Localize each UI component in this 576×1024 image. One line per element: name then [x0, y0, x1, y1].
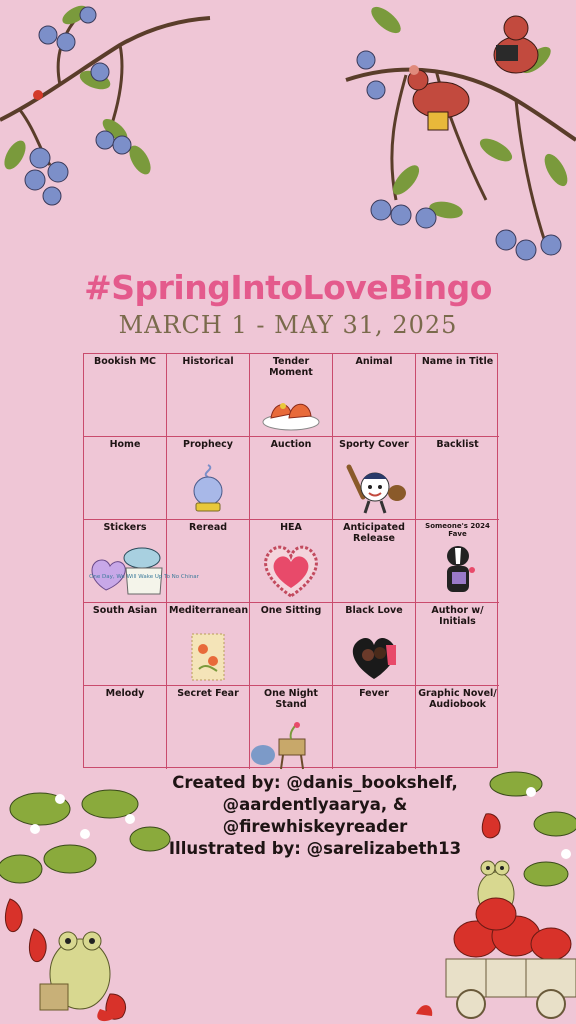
bingo-cell-black-love[interactable]: [333, 603, 416, 686]
cell-label: Secret Fear: [177, 688, 239, 699]
cell-label: Home: [109, 439, 141, 450]
desk-chair-icon: [251, 721, 331, 769]
bingo-cell-home[interactable]: [84, 437, 167, 520]
bingo-cell-south-asian[interactable]: [84, 603, 167, 686]
created-by-line-3: @firewhiskeyreader: [222, 817, 408, 836]
bingo-cell-animal[interactable]: [333, 354, 416, 437]
cell-label: Tender Moment: [269, 356, 313, 378]
bingo-cell-backlist[interactable]: [416, 437, 499, 520]
baseball-mascot-icon: [339, 461, 409, 515]
crystal-ball-icon: [186, 463, 230, 515]
bingo-cell-one-night-stand[interactable]: [250, 686, 333, 769]
badger-icon: [438, 542, 478, 598]
cell-label: Animal: [355, 356, 393, 367]
cell-label: Auction: [270, 439, 312, 450]
cell-label: HEA: [280, 522, 302, 533]
bingo-cell-hea[interactable]: [250, 520, 333, 603]
created-by-line-2: @aardentlyaarya, &: [222, 795, 408, 814]
illustrated-by-line: Illustrated by: @sarelizabeth13: [168, 839, 462, 858]
shrimp-plate-icon: [261, 392, 321, 432]
sticker-text: One Day, We Will Wake Up To No Chinar: [89, 574, 199, 580]
bingo-cell-prophecy[interactable]: [167, 437, 250, 520]
stamp-icon: [191, 633, 225, 681]
cell-label: Black Love: [345, 605, 403, 616]
bingo-cell-anticipated-release[interactable]: [333, 520, 416, 603]
bingo-cell-reread[interactable]: [167, 520, 250, 603]
bingo-cell-one-sitting[interactable]: [250, 603, 333, 686]
cell-label: Bookish MC: [93, 356, 157, 367]
cell-label: Historical: [182, 356, 234, 367]
cell-label: Anticipated Release: [343, 522, 405, 544]
strawberry-plant-frog-icon: [0, 779, 170, 1024]
cell-label: Name in Title: [421, 356, 494, 367]
bingo-cell-auction[interactable]: [250, 437, 333, 520]
created-by-line: Created by: @danis_bookshelf,: [172, 773, 458, 792]
blueberry-branch-top-left-icon: [0, 0, 220, 215]
cell-label: Reread: [188, 522, 228, 533]
mouse-branch-top-right-icon: [346, 0, 576, 270]
heart-doily-icon: [258, 542, 324, 598]
bingo-cell-name-in-title[interactable]: [416, 354, 499, 437]
heart-couple-icon: [348, 635, 400, 681]
bingo-cell-bookish-mc[interactable]: [84, 354, 167, 437]
bingo-cell-mediterranean[interactable]: [167, 603, 250, 686]
bingo-cell-author-initials[interactable]: [416, 603, 499, 686]
cell-label: Graphic Novel/ Audiobook: [418, 688, 497, 710]
bingo-cell-sporty-cover[interactable]: [333, 437, 416, 520]
cell-label: Someone's 2024 Fave: [425, 522, 490, 538]
cell-label: Fever: [359, 688, 389, 699]
cell-label: South Asian: [92, 605, 158, 616]
bingo-cell-melody[interactable]: [84, 686, 167, 769]
cell-label: Backlist: [436, 439, 479, 450]
bingo-cell-fever[interactable]: [333, 686, 416, 769]
cell-label: One Sitting: [260, 605, 322, 616]
bingo-cell-historical[interactable]: [167, 354, 250, 437]
cell-label: Melody: [105, 688, 145, 699]
cell-label: Stickers: [103, 522, 147, 533]
cell-label: Prophecy: [182, 439, 233, 450]
candy-heart-sticker-icon: [86, 540, 199, 598]
bingo-cell-graphic-novel-audiobook[interactable]: [416, 686, 499, 769]
cell-label: Sporty Cover: [339, 439, 409, 450]
bingo-cell-secret-fear[interactable]: [167, 686, 250, 769]
strawberry-cart-frog-icon: [416, 764, 576, 1024]
bingo-cell-stickers[interactable]: [84, 520, 199, 603]
bingo-cell-tender-moment[interactable]: [250, 354, 333, 437]
date-range: MARCH 1 - MAY 31, 2025: [118, 311, 458, 339]
page-title: #SpringIntoLoveBingo: [84, 268, 492, 307]
bingo-grid: [83, 353, 498, 768]
bingo-cell-someones-2024-fave[interactable]: [416, 520, 499, 603]
cell-label: Author w/ Initials: [431, 605, 484, 627]
cell-label: Mediterranean: [169, 605, 249, 616]
cell-label: One Night Stand: [264, 688, 318, 710]
